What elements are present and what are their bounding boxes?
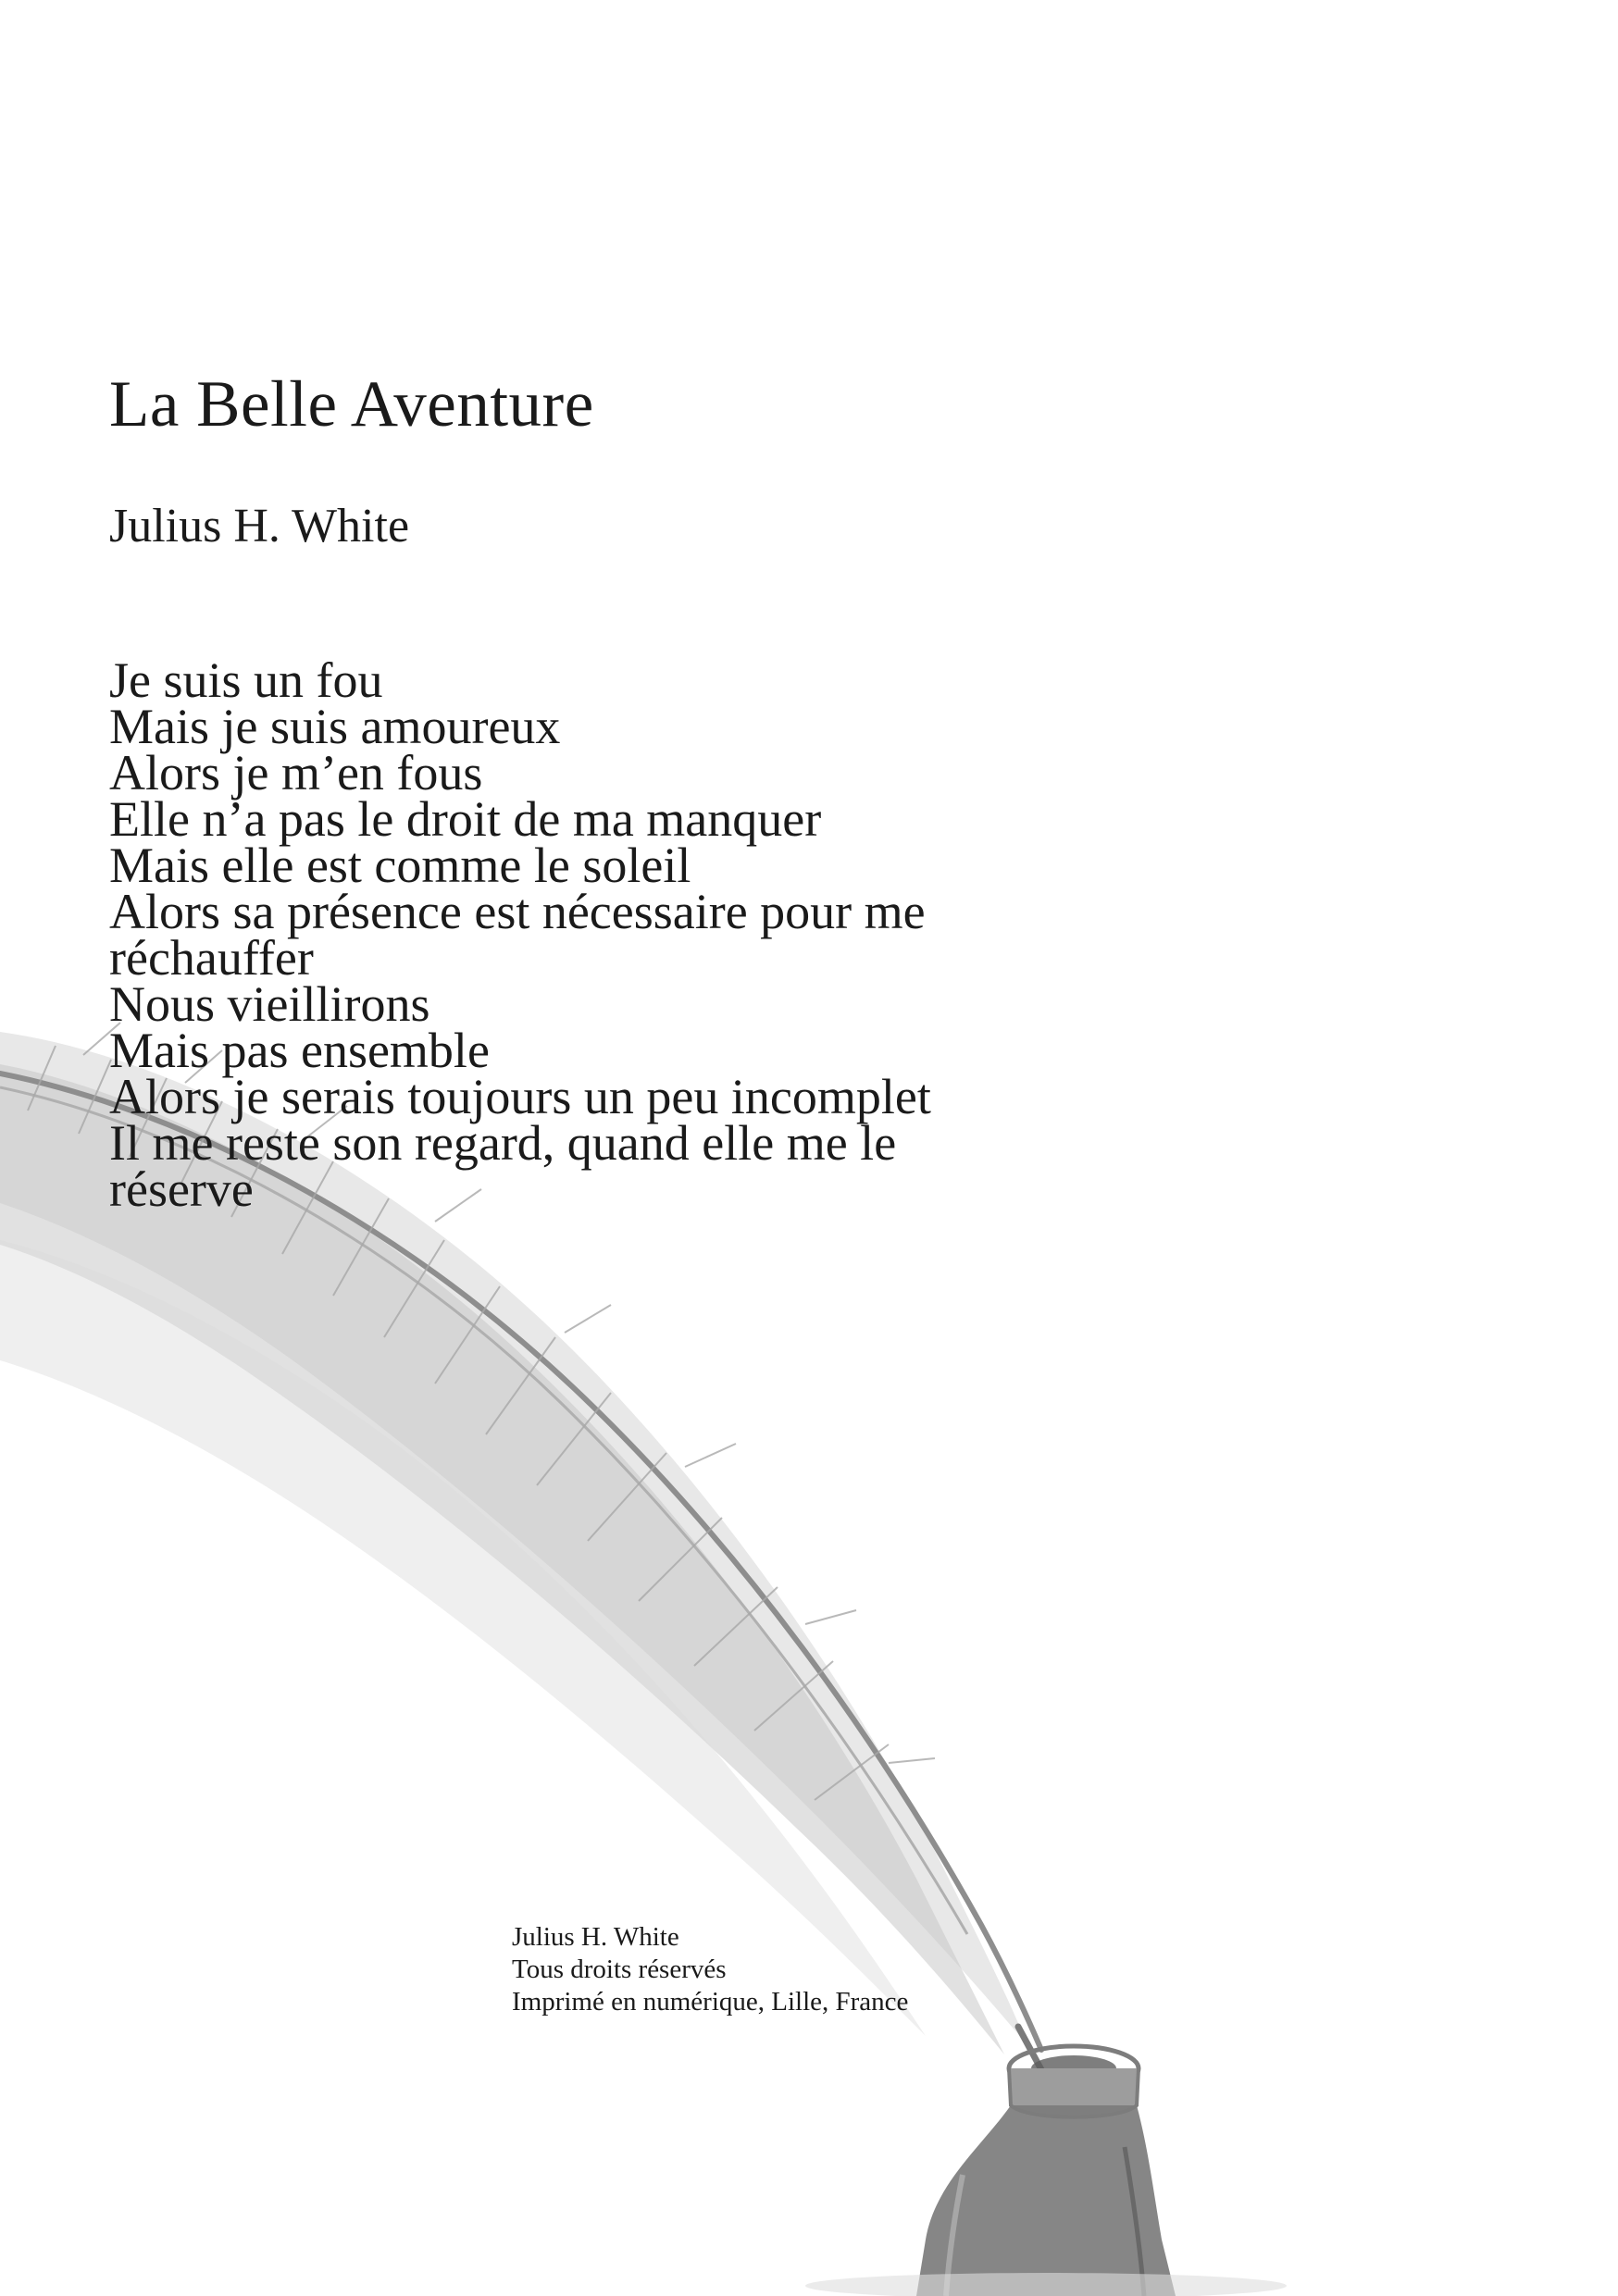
colophon-rights: Tous droits réservés [512, 1955, 727, 1984]
colophon [512, 1921, 908, 2018]
poem-line: Nous vieillirons [109, 976, 430, 1032]
poem-line: Elle n’a pas le droit de ma manquer [109, 791, 822, 847]
poem-line: Alors je serais toujours un peu incomplet [109, 1069, 931, 1124]
colophon-author: Julius H. White [512, 1922, 679, 1952]
poem-line: Alors sa présence est nécessaire pour me [109, 884, 926, 939]
poem-line: Il me reste son regard, quand elle me le [109, 1115, 897, 1171]
poem-author: Julius H. White [109, 500, 410, 552]
poem-line: Mais pas ensemble [109, 1023, 490, 1078]
inkwell-icon [805, 2046, 1287, 2296]
poem-line: Alors je m’en fous [109, 745, 483, 800]
colophon-printing: Imprimé en numérique, Lille, France [512, 1987, 909, 2017]
poem-body [109, 652, 1146, 1217]
poem-line: Mais je suis amoureux [109, 699, 561, 754]
poem-line: Je suis un fou [109, 652, 383, 708]
poem-title: La Belle Aventure [109, 368, 594, 441]
poem-line: réserve [109, 1161, 254, 1217]
poem-line: Mais elle est comme le soleil [109, 838, 691, 893]
poem-line: réchauffer [109, 930, 314, 986]
